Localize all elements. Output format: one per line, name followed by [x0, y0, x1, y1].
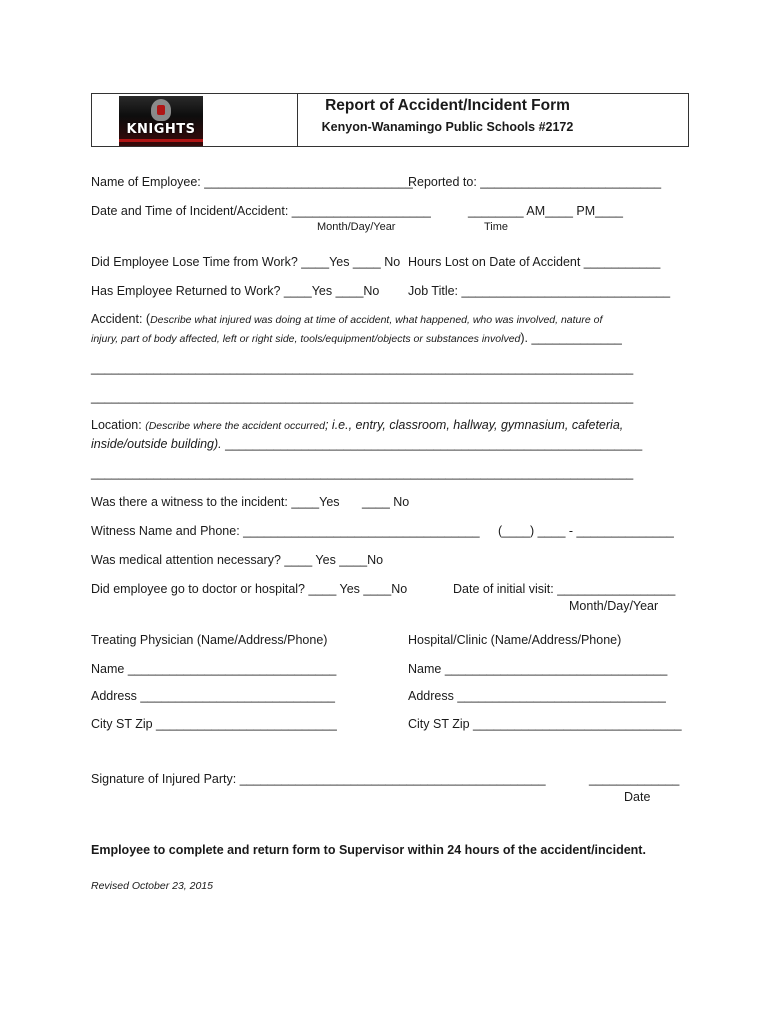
- accident-label-text: Accident: (: [91, 312, 151, 326]
- location-blank[interactable]: ____________________________________________________________: [221, 437, 643, 451]
- physician-city-field[interactable]: City ST Zip __________________________: [91, 717, 337, 731]
- signature-date-label: Date: [624, 790, 651, 804]
- initial-visit-field[interactable]: Date of initial visit: _________________: [453, 582, 676, 596]
- revision-date: Revised October 23, 2015: [91, 880, 213, 892]
- location-instructions-b: ; i.e., entry, classroom, hallway, gymnasium, cafeteria,: [324, 418, 624, 432]
- location-line-2: [91, 438, 642, 451]
- form-title: Report of Accident/Incident Form: [325, 97, 570, 114]
- knights-logo: [119, 96, 203, 146]
- witness-field[interactable]: Was there a witness to the incident: ____Yes: [91, 495, 340, 509]
- location-instructions-a: (Describe where the accident occurred: [145, 420, 325, 432]
- job-title-field[interactable]: Job Title: ______________________________: [408, 284, 671, 298]
- medical-attention-field[interactable]: Was medical attention necessary? ____ Yes ____No: [91, 553, 384, 567]
- location-instructions-2: inside/outside building).: [91, 437, 222, 451]
- physician-name-field[interactable]: Name ______________________________: [91, 662, 337, 676]
- time-hint: Time: [484, 221, 509, 233]
- accident-label-2: [91, 332, 622, 345]
- witness-phone-field[interactable]: (____) ____ - ______________: [498, 524, 674, 538]
- treating-physician-heading: Treating Physician (Name/Address/Phone): [91, 633, 328, 647]
- incident-date-field[interactable]: Date and Time of Incident/Accident: ____________________: [91, 204, 431, 218]
- accident-label: [91, 313, 602, 326]
- accident-blank-line-2[interactable]: ______________________________________________________________________________: [91, 390, 634, 404]
- hospital-address-field[interactable]: Address ______________________________: [408, 689, 666, 703]
- accident-instructions-1: Describe what injured was doing at time of accident, what happened, who was involved, nature of: [150, 314, 603, 326]
- accident-instructions-2: injury, part of body affected, left or right side, tools/equipment/objects or substances involved: [91, 333, 521, 345]
- doctor-hospital-field[interactable]: Did employee go to doctor or hospital? ____ Yes ____No: [91, 582, 408, 596]
- hospital-city-field[interactable]: City ST Zip ______________________________: [408, 717, 682, 731]
- accident-line-end[interactable]: ). _____________: [520, 331, 622, 345]
- hours-lost-field[interactable]: Hours Lost on Date of Accident ___________: [408, 255, 661, 269]
- returned-to-work-field[interactable]: Has Employee Returned to Work? ____Yes ____No: [91, 284, 380, 298]
- witness-name-field[interactable]: Witness Name and Phone: __________________________________: [91, 524, 480, 538]
- visit-date-hint: Month/Day/Year: [569, 599, 659, 613]
- logo-stripe: [119, 139, 203, 142]
- incident-time-field[interactable]: ________ AM____ PM____: [468, 204, 623, 218]
- hospital-clinic-heading: Hospital/Clinic (Name/Address/Phone): [408, 633, 622, 647]
- employee-name-field[interactable]: Name of Employee: ______________________________: [91, 175, 413, 189]
- reported-to-field[interactable]: Reported to: __________________________: [408, 175, 662, 189]
- witness-no-field[interactable]: ____ No: [362, 495, 410, 509]
- location-line-1: [91, 419, 623, 432]
- form-subtitle: Kenyon-Wanamingo Public Schools #2172: [321, 120, 574, 134]
- return-instruction: Employee to complete and return form to Supervisor within 24 hours of the accident/incident.: [91, 843, 646, 857]
- location-blank-line[interactable]: ______________________________________________________________________________: [91, 466, 634, 480]
- knight-helmet-icon: [151, 99, 171, 121]
- physician-address-field[interactable]: Address ____________________________: [91, 689, 335, 703]
- lose-time-field[interactable]: Did Employee Lose Time from Work? ____Yes ____ No: [91, 255, 401, 269]
- date-format-hint: Month/Day/Year: [317, 221, 396, 233]
- accident-blank-line-1[interactable]: ______________________________________________________________________________: [91, 361, 634, 375]
- location-label: Location:: [91, 418, 146, 432]
- signature-field[interactable]: Signature of Injured Party: ____________________________________________: [91, 772, 546, 786]
- signature-date-field[interactable]: _____________: [589, 772, 680, 786]
- logo-text: KNIGHTS: [126, 122, 196, 137]
- hospital-name-field[interactable]: Name ________________________________: [408, 662, 668, 676]
